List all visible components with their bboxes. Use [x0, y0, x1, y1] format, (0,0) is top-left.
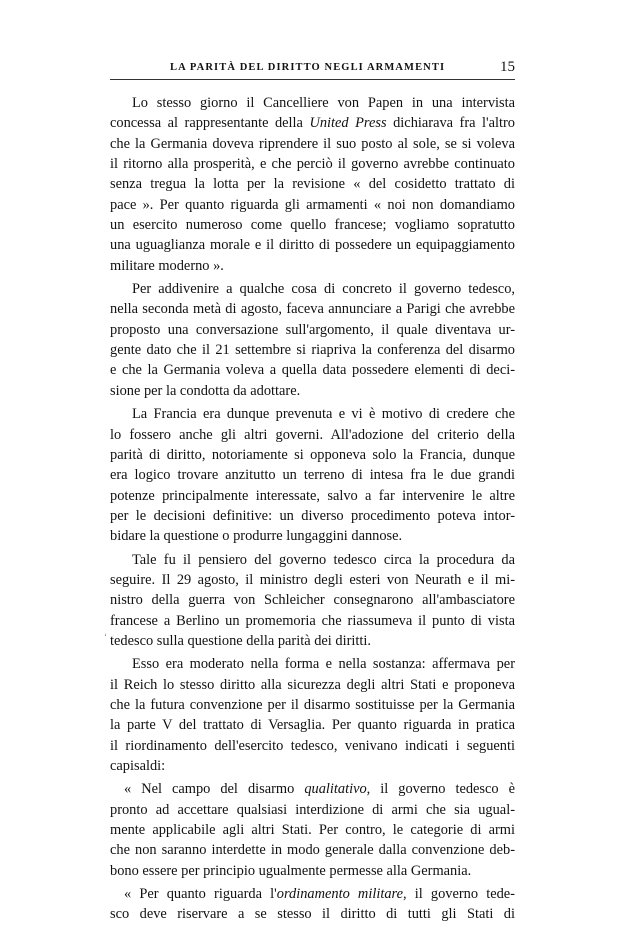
- text-line: [110, 113, 515, 133]
- text-line: [110, 861, 515, 881]
- paragraph: [110, 93, 515, 276]
- text-run: Per addivenire a qualche cosa di concreto il governo tedesco,: [132, 281, 515, 298]
- text-line: [110, 93, 515, 113]
- text-run: bidare la questione o produrre lungaggini dannose.: [110, 528, 403, 545]
- text-run: capisaldi:: [110, 758, 166, 774]
- text-line: [110, 154, 515, 174]
- text-line: [110, 134, 515, 154]
- margin-mark: ‘: [104, 632, 107, 642]
- text-line: [110, 779, 515, 799]
- quoted-paragraph: [110, 779, 515, 881]
- text-line: [110, 715, 515, 735]
- text-run: Esso era moderato nella forma e nella sostanza: affermava per: [132, 656, 515, 673]
- text-line: [110, 279, 515, 299]
- text-line: [110, 654, 515, 674]
- text-run: lo fossero anche gli altri governi. All'adozione del criterio della: [110, 426, 515, 443]
- text-run: Tale fu il pensiero del governo tedesco circa la procedura da: [132, 551, 515, 568]
- text-line: [110, 590, 515, 610]
- text-run: seguire. Il 29 agosto, il ministro degli esteri von Neurath e il mi-: [110, 571, 515, 588]
- text-run: , il governo tedesco è: [366, 781, 515, 798]
- text-line: [110, 550, 515, 570]
- text-line: [110, 506, 515, 526]
- text-run: militare moderno ».: [110, 257, 224, 274]
- text-run: mente applicabile agli altri Stati. Per contro, le categorie di armi: [110, 822, 515, 839]
- text-run: la parte V del trattato di Versaglia. Per quanto riguarda in pratica: [110, 717, 515, 734]
- text-run: « Nel campo del disarmo: [124, 781, 305, 798]
- text-line: [110, 675, 515, 695]
- text-run: proposto una conversazione sull'argomento, il quale diventava ur-: [110, 321, 515, 338]
- text-run: un esercito numeroso come quello francese; vogliamo sopratutto: [110, 217, 515, 234]
- text-run: e che la Germania voleva a quella data possedere elementi di deci-: [110, 362, 515, 379]
- text-run: sione per la condotta da adottare.: [110, 382, 301, 399]
- text-line: [110, 195, 515, 215]
- text-line: [110, 840, 515, 860]
- text-run: « Per quanto riguarda l': [124, 886, 277, 903]
- quoted-paragraph: [110, 884, 515, 925]
- text-run: era logico trovare anzitutto un terreno di intesa fra le due grandi: [110, 467, 515, 484]
- text-run: il Reich lo stesso diritto alla sicurezza degli altri Stati e proponeva: [110, 676, 515, 693]
- text-run: concessa al rappresentante della: [110, 115, 310, 132]
- body-text: [110, 93, 515, 928]
- page-number: 15: [500, 59, 515, 75]
- paragraph: [110, 654, 515, 776]
- text-run: una uguaglianza morale e il diritto di possedere un equipaggiamento: [110, 237, 515, 254]
- text-run: La Francia era dunque prevenuta e vi è motivo di credere che: [132, 406, 515, 423]
- italic-text: United Press: [309, 115, 387, 132]
- paragraph: [110, 550, 515, 652]
- text-run: il ritorno alla prosperità, e che perciò il governo avrebbe continuato: [110, 156, 515, 173]
- text-run: tedesco sulla questione della parità dei diritti.: [110, 632, 371, 649]
- text-line: [110, 800, 515, 820]
- text-line: [110, 425, 515, 445]
- text-line: [110, 256, 515, 276]
- text-line: [110, 695, 515, 715]
- text-run: il riordinamento dell'esercito tedesco, venivano indicati i seguenti: [110, 737, 515, 754]
- paragraph: [110, 404, 515, 546]
- text-run: per le decisioni definitive: un diverso procedimento poteva intor-: [110, 507, 515, 524]
- text-run: pronto ad accettare qualsiasi interdizione di armi che sia ugual-: [110, 801, 515, 818]
- italic-text: ordinamento militare: [276, 886, 403, 903]
- text-line: [110, 820, 515, 840]
- text-run: sco deve riservare a se stesso il diritto di tutti gli Stati di: [110, 906, 515, 923]
- text-run: che la Germania doveva riprendere il suo posto al sole, se si voleva: [110, 135, 515, 152]
- text-line: [110, 404, 515, 424]
- text-run: gente dato che il 21 settembre si riapriva la conferenza del disarmo: [110, 342, 515, 359]
- text-line: [110, 235, 515, 255]
- text-line: [110, 756, 515, 776]
- text-line: [110, 174, 515, 194]
- running-head: [110, 60, 515, 84]
- text-run: nistro della guerra von Schleicher consegnarono all'ambasciatore: [110, 592, 515, 609]
- text-run: parità di diritto, notoriamente si opponeva solo la Francia, dunque: [110, 446, 515, 463]
- text-run: potenze principalmente interessate, salvo a far intervenire le altre: [110, 487, 515, 504]
- text-run: che la futura convenzione per il disarmo sostituisse per la Germania: [110, 696, 515, 713]
- text-line: [110, 486, 515, 506]
- text-line: [110, 215, 515, 235]
- italic-text: qualitativo: [304, 781, 367, 798]
- text-line: [110, 360, 515, 380]
- text-run: nella seconda metà di agosto, faceva annunciare a Parigi che avrebbe: [110, 301, 515, 318]
- paragraph: [110, 279, 515, 401]
- running-title: LA PARITÀ DEL DIRITTO NEGLI ARMAMENTI: [170, 62, 446, 73]
- text-line: [110, 320, 515, 340]
- text-line: [110, 611, 515, 631]
- text-line: [110, 340, 515, 360]
- text-line: [110, 631, 515, 651]
- text-run: dichiarava fra l'altro: [386, 115, 515, 132]
- text-run: , il governo tede-: [402, 886, 515, 903]
- text-run: pace ». Per quanto riguarda gli armamenti « noi non domandiamo: [110, 196, 515, 213]
- text-run: che non saranno interdette in modo generale dalla convenzione deb-: [110, 842, 515, 859]
- text-line: [110, 736, 515, 756]
- text-line: [110, 526, 515, 546]
- text-line: [110, 570, 515, 590]
- text-line: [110, 381, 515, 401]
- text-line: [110, 445, 515, 465]
- header-rule: [110, 79, 515, 80]
- text-run: senza tregua la lotta per la revisione « del cosidetto trattato di: [110, 176, 515, 193]
- text-line: [110, 299, 515, 319]
- text-line: [110, 904, 515, 924]
- text-line: [110, 884, 515, 904]
- text-run: francese a Berlino un promemoria che riassumeva il punto di vista: [110, 612, 515, 629]
- text-run: Lo stesso giorno il Cancelliere von Papen in una intervista: [132, 95, 515, 111]
- text-line: [110, 465, 515, 485]
- text-run: bono essere per principio ugualmente permesse alla Germania.: [110, 862, 472, 879]
